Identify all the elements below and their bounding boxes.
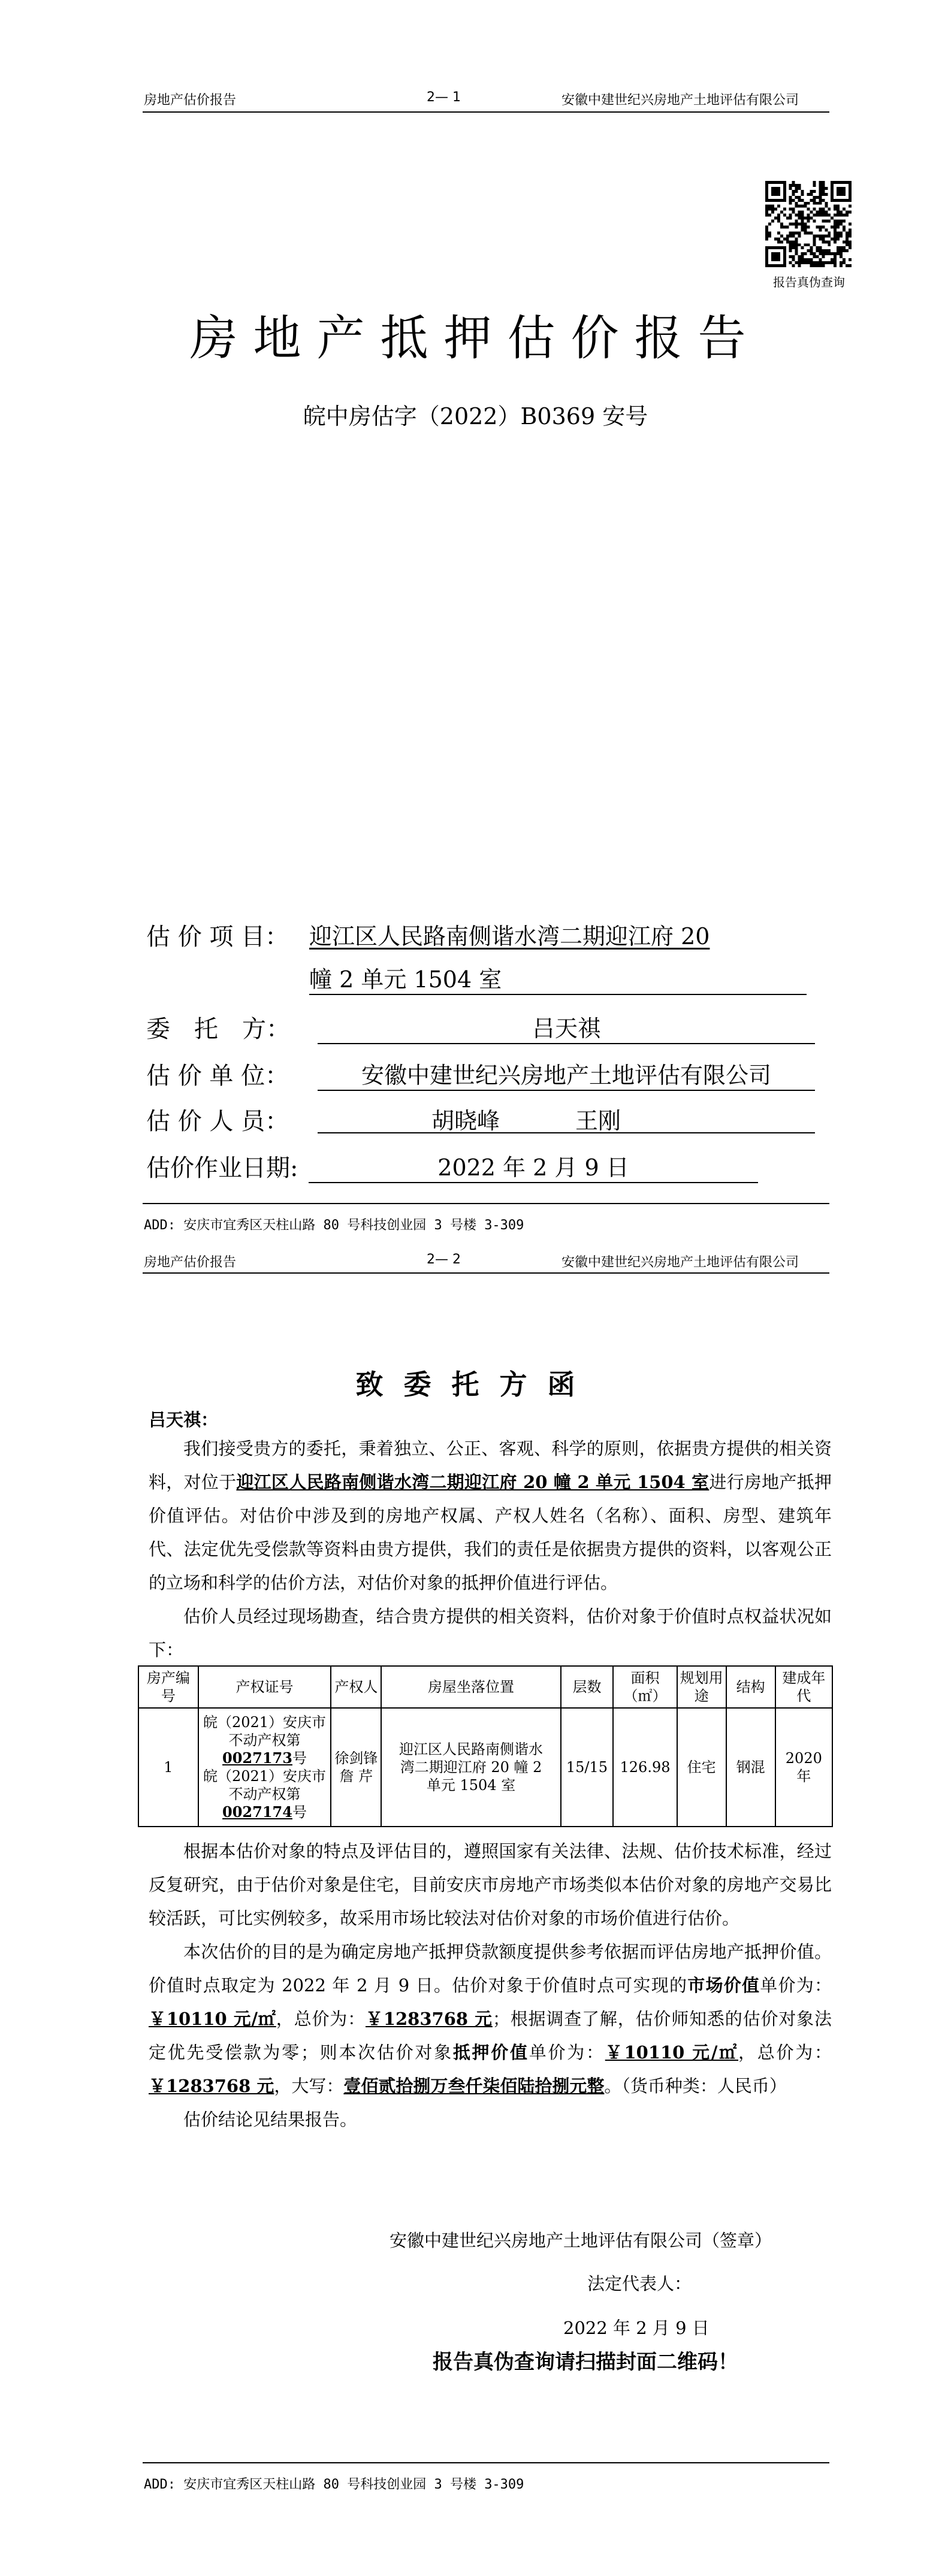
table-row [138, 1708, 832, 1827]
market-unit-price: ￥10110 元/㎡ [149, 2009, 276, 2029]
client-value: 吕天祺 [318, 1010, 815, 1044]
appraiser-2: 王刚 [575, 1108, 621, 1134]
cell-floors: 15/15 [561, 1708, 614, 1827]
table-header-cell: 层数 [561, 1666, 614, 1708]
page1-header-page-number: 2— 1 [427, 90, 461, 105]
appraisal-unit-label: 估 价 单 位： [146, 1062, 289, 1090]
project-value-line1: 迎江区人民路南侧谐水湾二期迎江府 20 [309, 923, 710, 950]
amount-in-words: 壹佰贰拾捌万叁仟柒佰陆拾捌元整 [343, 2076, 605, 2096]
signature-company: 安徽中建世纪兴房地产土地评估有限公司（签章） [390, 2230, 772, 2251]
letter-salutation: 吕天祺： [149, 1410, 219, 1430]
cert-2-suffix: 号 [292, 1804, 307, 1821]
appraisers-value-line [318, 1102, 815, 1133]
market-total-price: ￥1283768 元 [365, 2009, 493, 2029]
cell-property-no: 1 [138, 1708, 198, 1827]
page1-address: ADD: 安庆市宜秀区天柱山路 80 号科技创业园 3 号楼 3-309 [144, 1218, 524, 1233]
report-title: 房地产抵押估价报告 [189, 310, 762, 366]
para4-text-g: ；根据调查了解，估价师知悉的估价对象法定优先受偿款为零；则本次估价对象 [149, 2009, 832, 2063]
letter-paragraph-4 [149, 1935, 832, 2103]
page2-header-right: 安徽中建世纪兴房地产土地评估有限公司 [561, 1255, 799, 1270]
page1-header-right: 安徽中建世纪兴房地产土地评估有限公司 [561, 93, 799, 108]
table-header-cell: 房产编号 [138, 1666, 198, 1708]
table-header-row [138, 1666, 832, 1708]
client-label: 委 托 方： [146, 1015, 290, 1043]
para4-text-a: 本次估价的目的是为确定房地产抵押贷款额度提供参考依据而评估房地产抵押价值。价值时点取定为 2022 年 2 月 9 日。估价对象于价值时点可实现的 [149, 1942, 832, 1996]
cert-1-suffix: 号 [292, 1750, 307, 1767]
signature-date: 2022 年 2 月 9 日 [563, 2318, 710, 2338]
page2-header-left: 房地产估价报告 [144, 1255, 237, 1270]
appraisal-unit-value: 安徽中建世纪兴房地产土地评估有限公司 [318, 1057, 815, 1091]
page2-footer-rule [143, 2462, 829, 2463]
mortgage-unit-price: ￥10110 元/㎡ [605, 2042, 738, 2063]
market-value-label: 市场价值 [687, 1975, 760, 1996]
page1-footer-rule [143, 1203, 829, 1204]
table-header-cell: 面积（㎡） [613, 1666, 677, 1708]
para1-text-a: 我们接受贵方的委托，秉着独立、公正、客观、科学的原则，依据贵方提供的相关资料，对位于 [149, 1438, 832, 1492]
mortgage-value-label: 抵押价值 [452, 2042, 529, 2063]
cert-2-number: 0027174 [222, 1803, 292, 1821]
page2-header-rule [143, 1272, 829, 1274]
para1-property-address: 迎江区人民路南侧谐水湾二期迎江府 20 幢 2 单元 1504 室 [236, 1472, 710, 1492]
cell-owner: 徐剑锋 詹 芹 [331, 1708, 381, 1827]
letter-paragraph-3: 根据本估价对象的特点及评估目的，遵照国家有关法律、法规、估价技术标准，经过反复研究，由于估价对象是住宅，目前安庆市房地产市场类似本估价对象的房地产交易比较活跃，可比实例较多，故采用市场比较法对估价对象的市场价值进行估价。 [149, 1841, 832, 1928]
para1-text-c: 进行房地产抵押价值评估。对估价中涉及到的房地产权属、产权人姓名（名称）、面积、房型、建筑年代、法定优先受偿款等资料由贵方提供，我们的责任是依据贵方提供的资料，以客观公正的立场和科学的估价方法，对估价对象的抵押价值进行评估。 [149, 1472, 832, 1593]
table-header-cell: 结构 [726, 1666, 775, 1708]
page2-address: ADD: 安庆市宜秀区天柱山路 80 号科技创业园 3 号楼 3-309 [144, 2477, 524, 2492]
appraiser-1: 胡晓峰 [431, 1108, 500, 1134]
table-header-cell: 房屋坐落位置 [381, 1666, 560, 1708]
qr-code-icon[interactable] [765, 181, 852, 267]
para4-text-i: 单价为： [529, 2042, 605, 2063]
project-label: 估 价 项 目： [146, 923, 289, 951]
cert-2-text: 皖（2021）安庆市不动产权第 [203, 1768, 327, 1803]
work-date-value: 2022 年 2 月 9 日 [309, 1149, 758, 1183]
qr-caption: 报告真伪查询 [773, 275, 845, 289]
page1-header-left: 房地产估价报告 [144, 93, 237, 108]
report-number: 皖中房估字（2022）B0369 安号 [303, 403, 648, 430]
para4-text-m: ，大写： [274, 2076, 344, 2096]
property-table [138, 1665, 833, 1827]
table-header-cell: 产权证号 [198, 1666, 331, 1708]
cert-1-text: 皖（2021）安庆市不动产权第 [203, 1714, 327, 1749]
page1-header-rule [143, 111, 829, 113]
cell-area: 126.98 [613, 1708, 677, 1827]
mortgage-total-price: ￥1283768 元 [149, 2076, 274, 2096]
page2-header-page-number: 2— 2 [427, 1252, 461, 1267]
cell-cert-numbers [198, 1708, 331, 1827]
signature-representative: 法定代表人： [587, 2273, 692, 2294]
cert-1-number: 0027173 [222, 1749, 292, 1767]
para4-text-o: 。（货币种类：人民币） [604, 2076, 787, 2096]
table-header-cell: 规划用途 [677, 1666, 726, 1708]
letter-paragraph-5: 估价结论见结果报告。 [183, 2109, 358, 2130]
cell-location: 迎江区人民路南侧谐水湾二期迎江府 20 幢 2 单元 1504 室 [381, 1708, 560, 1827]
project-value-line2: 幢 2 单元 1504 室 [309, 961, 807, 995]
table-header-cell: 建成年代 [775, 1666, 832, 1708]
para4-text-e: ，总价为： [276, 2009, 366, 2029]
work-date-label: 估价作业日期: [146, 1154, 298, 1182]
cell-use: 住宅 [677, 1708, 726, 1827]
cell-year: 2020 年 [775, 1708, 832, 1827]
letter-paragraph-1 [149, 1432, 832, 1600]
appraisers-label: 估 价 人 员： [146, 1108, 289, 1135]
letter-title: 致委托方函 [355, 1368, 596, 1401]
table-header-cell: 产权人 [331, 1666, 381, 1708]
cell-structure: 钢混 [726, 1708, 775, 1827]
para4-text-c: 单价为： [760, 1975, 832, 1996]
letter-paragraph-2: 估价人员经过现场勘查，结合贵方提供的相关资料，估价对象于价值时点权益状况如下： [149, 1606, 832, 1660]
authenticity-notice: 报告真伪查询请扫描封面二维码！ [433, 2350, 738, 2374]
para4-text-k: ，总价为： [738, 2042, 832, 2063]
